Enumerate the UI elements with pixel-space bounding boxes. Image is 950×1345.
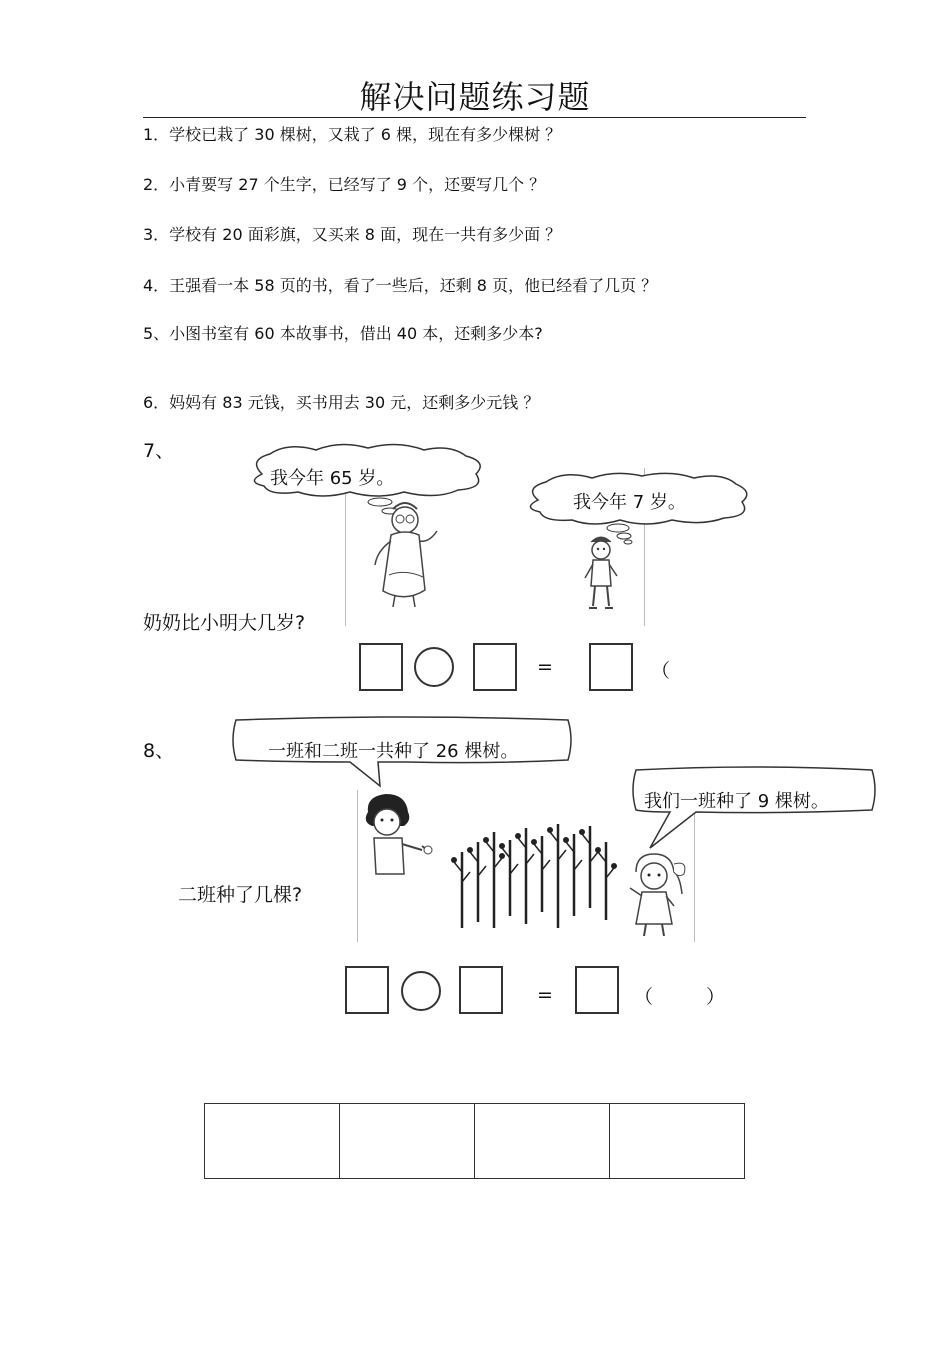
question-8-text: 二班种了几棵? <box>178 884 303 906</box>
q8-answer-box-1[interactable] <box>345 966 389 1014</box>
q8-operator-circle[interactable] <box>401 971 441 1011</box>
boy-drawing <box>575 530 625 612</box>
answer-grid-cell[interactable] <box>475 1104 610 1179</box>
q8-unit-paren-open: （ <box>634 986 654 1008</box>
question-1: 1．学校已栽了 30 棵树，又栽了 6 棵，现在有多少棵树 ？ <box>143 125 562 144</box>
question-2: 2．小青要写 27 个生字，已经写了 9 个，还要写几个 ？ <box>143 175 546 194</box>
page-title: 解决问题练习题 <box>359 78 591 116</box>
question-6: 6．妈妈有 83 元钱，买书用去 30 元，还剩多少元钱 ？ <box>143 393 540 412</box>
q7-unit-paren: （ <box>651 660 671 682</box>
question-7-text: 奶奶比小明大几岁? <box>143 612 306 634</box>
q7-operator-circle[interactable] <box>414 647 454 687</box>
trees-drawing <box>448 812 618 930</box>
girl-drawing <box>622 850 692 938</box>
boy-drawing-2 <box>358 792 438 884</box>
question-3: 3．学校有 20 面彩旗，又买来 8 面，现在一共有多少面 ？ <box>143 225 562 244</box>
answer-grid-cell[interactable] <box>610 1104 745 1179</box>
answer-grid <box>204 1103 745 1179</box>
q8-answer-box-3[interactable] <box>575 966 619 1014</box>
q8-girl-speech: 我们一班种了 9 棵树。 <box>644 791 829 812</box>
q7-answer-box-2[interactable] <box>473 643 517 691</box>
q8-answer-box-2[interactable] <box>459 966 503 1014</box>
question-4: 4．王强看一本 58 页的书，看了一些后，还剩 8 页，他已经看了几页 ？ <box>143 276 658 295</box>
question-7-number: 7、 <box>143 440 175 462</box>
question-8-number: 8、 <box>143 740 175 762</box>
boy-speech: 我今年 7 岁。 <box>573 492 686 513</box>
q7-answer-box-1[interactable] <box>359 643 403 691</box>
grandma-drawing <box>355 495 445 610</box>
question-5: 5、小图书室有 60 本故事书，借出 40 本，还剩多少本? <box>143 324 543 343</box>
title-divider <box>143 117 806 118</box>
q8-equals-sign: = <box>537 984 553 1006</box>
q8-unit-paren-close: ） <box>706 986 726 1008</box>
q8-boy-speech: 一班和二班一共种了 26 棵树。 <box>268 741 519 762</box>
q7-answer-box-3[interactable] <box>589 643 633 691</box>
grandma-speech: 我今年 65 岁。 <box>270 468 395 489</box>
q7-equals-sign: = <box>537 656 553 678</box>
answer-grid-cell[interactable] <box>340 1104 475 1179</box>
answer-grid-cell[interactable] <box>205 1104 340 1179</box>
